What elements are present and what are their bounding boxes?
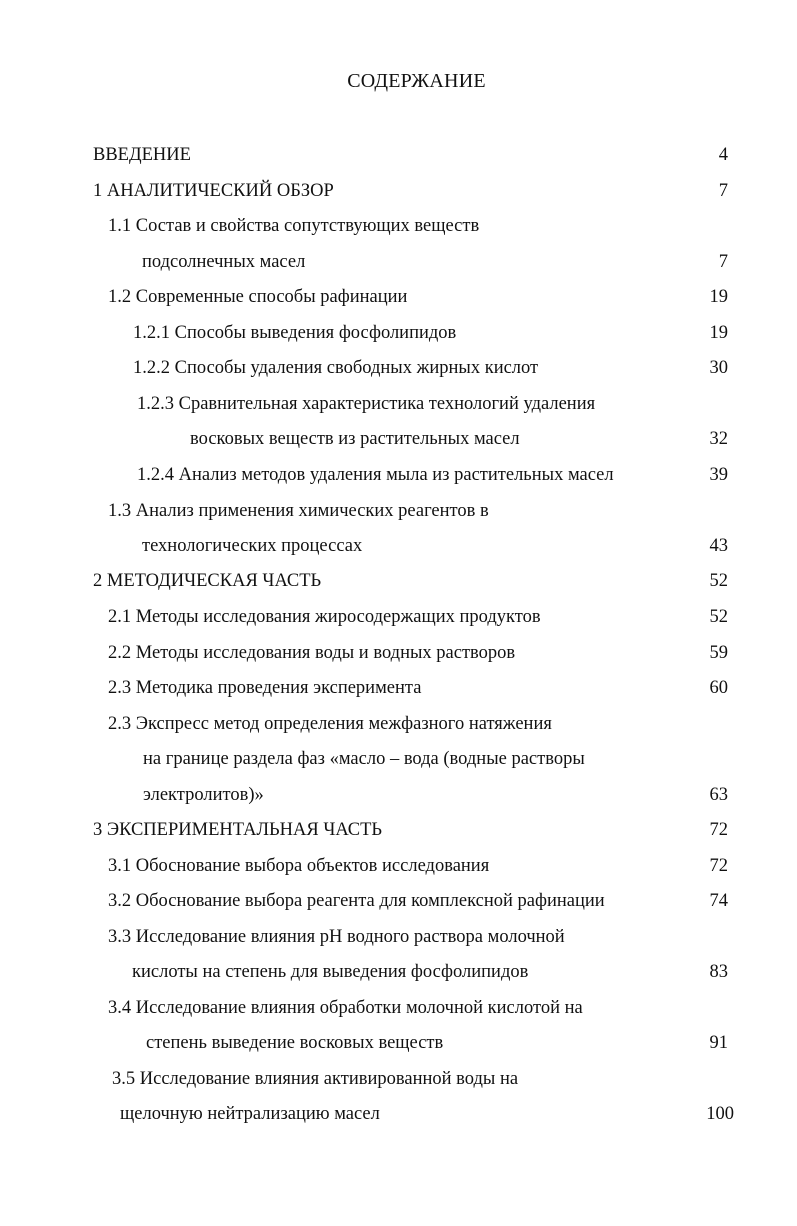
toc-entry-text: подсолнечных масел	[142, 252, 306, 272]
toc-entry-text: на границе раздела фаз «масло – вода (водные растворы	[143, 749, 585, 769]
toc-entry-text: 2.1 Методы исследования жиросодержащих продуктов	[108, 607, 541, 627]
toc-entry-text: 2.2 Методы исследования воды и водных растворов	[108, 643, 516, 663]
toc-entry-page: 72	[709, 820, 728, 840]
toc-entry-text: ВВЕДЕНИЕ	[93, 145, 191, 165]
toc-entry-page: 19	[709, 287, 728, 307]
toc-entry-page: 32	[709, 429, 728, 449]
toc-entry-page: 52	[709, 607, 728, 627]
toc-entry-text: 1.2 Современные способы рафинации	[108, 287, 408, 307]
toc-entry-page: 4	[718, 145, 728, 165]
toc-entry-page: 72	[709, 856, 728, 876]
toc-entry-page: 63	[709, 785, 728, 805]
toc-entry-text: технологических процессах	[142, 536, 363, 556]
toc-entry-text: 1.3 Анализ применения химических реагентов в	[108, 501, 489, 521]
toc-entry-text: 2.3 Методика проведения эксперимента	[108, 678, 422, 698]
toc-entry-text: 2.3 Экспресс метод определения межфазного натяжения	[108, 714, 552, 734]
toc-entry-text: степень выведение восковых веществ	[146, 1033, 444, 1053]
toc-entry-text: электролитов)»	[143, 785, 264, 805]
toc-entry-text: 1.2.1 Способы выведения фосфолипидов	[133, 323, 457, 343]
toc-entry-page: 83	[709, 962, 728, 982]
toc-entry-text: 3.3 Исследование влияния pH водного раствора молочной	[108, 927, 565, 947]
toc-entry-text: 3.2 Обоснование выбора реагента для комплексной рафинации	[108, 891, 605, 911]
toc-entry-page: 60	[709, 678, 728, 698]
toc-entry-text: щелочную нейтрализацию масел	[120, 1104, 380, 1124]
page-title: СОДЕРЖАНИЕ	[347, 70, 486, 92]
toc-entry-page: 100	[706, 1104, 734, 1124]
toc-entry-page: 7	[718, 181, 728, 201]
toc-entry-text: кислоты на степень для выведения фосфолипидов	[132, 962, 529, 982]
toc-entry-page: 7	[718, 252, 728, 272]
toc-entry-text: 3 ЭКСПЕРИМЕНТАЛЬНАЯ ЧАСТЬ	[93, 820, 383, 840]
toc-entry-page: 52	[709, 571, 728, 591]
toc-entry-page: 43	[709, 536, 728, 556]
toc-entry-text: 3.5 Исследование влияния активированной воды на	[112, 1069, 519, 1089]
toc-entry-text: 3.1 Обоснование выбора объектов исследования	[108, 856, 490, 876]
toc-entry-page: 19	[709, 323, 728, 343]
toc-entry-page: 91	[709, 1033, 728, 1053]
toc-entry-page: 74	[709, 891, 728, 911]
toc-entry-page: 59	[709, 643, 728, 663]
toc-entry-text: 1.1 Состав и свойства сопутствующих веществ	[108, 216, 480, 236]
toc-entry-text: 1.2.2 Способы удаления свободных жирных кислот	[133, 358, 539, 378]
toc-entry-text: 1.2.4 Анализ методов удаления мыла из растительных масел	[137, 465, 614, 485]
toc-entry-text: 2 МЕТОДИЧЕСКАЯ ЧАСТЬ	[93, 571, 322, 591]
toc-entry-page: 39	[709, 465, 728, 485]
toc-entry-page: 30	[709, 358, 728, 378]
toc-entry-text: 1.2.3 Сравнительная характеристика технологий удаления	[137, 394, 596, 414]
toc-entry-text: 1 АНАЛИТИЧЕСКИЙ ОБЗОР	[93, 181, 334, 201]
toc-entry-text: 3.4 Исследование влияния обработки молочной кислотой на	[108, 998, 583, 1018]
toc-entry-text: восковых веществ из растительных масел	[190, 429, 520, 449]
